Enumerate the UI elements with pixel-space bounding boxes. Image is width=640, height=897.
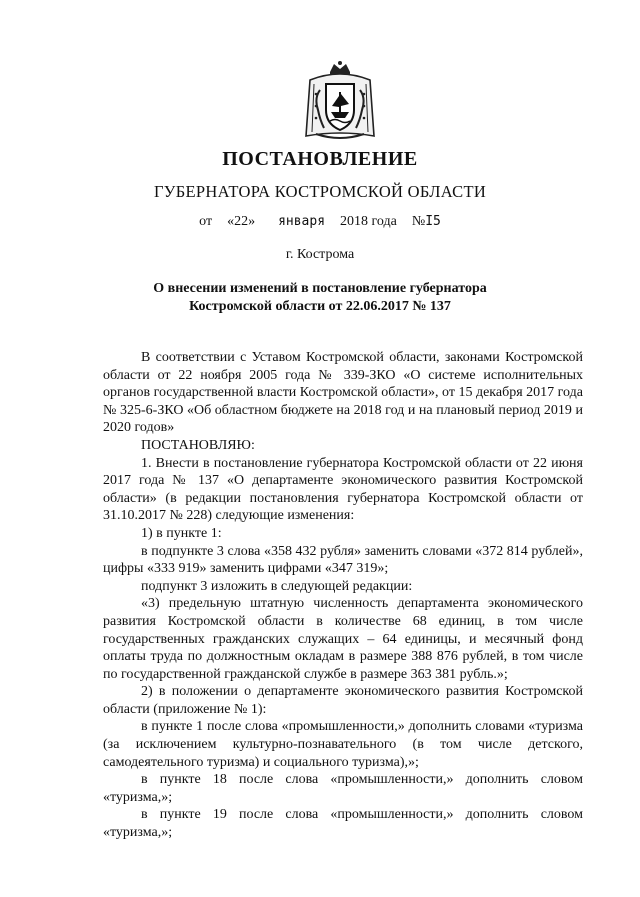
decree-word: ПОСТАНОВЛЯЮ: [141,437,255,453]
body-paragraph: «3) предельную штатную численность департамента экономического развития Костромской области в количестве 68 единиц, в том числе государственных гражданских служащих – 64 единицы, и месячный фонд оплаты труда по должностным окладам в размере 388 876 рублей, в том числе по государственной гражданской службе в размере 363 381 рубль.»; [103,596,583,682]
document-subtitle: ГУБЕРНАТОРА КОСТРОМСКОЙ ОБЛАСТИ [153,182,487,201]
body-paragraph: В соответствии с Уставом Костромской области, законами Костромской области от 22 ноября 2005 года № 339-ЗКО «О системе исполнительных органов государственной власти Костромской области», от 15 декабря 2017 года № 325-6-ЗКО «Об областном бюджете на 2018 год и на плановый период 2019 и 2020 годов» [103,350,583,436]
date-year: 2018 года [340,214,397,229]
date-month: января [278,214,326,229]
document-city: г. Кострома [285,247,355,262]
body-paragraph: 1) в пункте 1: [141,525,222,541]
heading-line: Костромской области от 22.06.2017 № 137 [189,299,451,314]
document-date-line [0,214,640,230]
body-paragraph: подпункт 3 изложить в следующей редакции: [141,578,413,594]
body-paragraph: 2) в положении о департаменте экономического развития Костромской области (приложение № 1): [103,684,583,717]
body-paragraph: в подпункте 3 слова «358 432 рубля» заменить словами «372 814 рублей», цифры «333 919» заменить цифрами «347 319»; [103,543,583,577]
document-number-prefix: № [411,214,426,229]
coat-of-arms-emblem [302,60,378,142]
date-prefix: от [199,214,213,229]
document-number: I5 [425,214,441,229]
heading-line: О внесении изменений в постановление губернатора [153,281,487,296]
body-paragraph: в пункте 1 после слова «промышленности,» дополнить словами «туризма (за исключением культурно-познавательного (в том числе детского, самодеятельного туризма) и социального туризма),»; [103,719,583,770]
body-paragraph: в пункте 19 после слова «промышленности,» дополнить словом «туризма,»; [103,807,583,841]
document-heading [0,280,640,316]
date-day: «22» [227,214,256,229]
document-body [103,349,583,842]
body-paragraph: в пункте 18 после слова «промышленности,» дополнить словом «туризма,»; [103,772,583,805]
document-title: ПОСТАНОВЛЕНИЕ [222,148,418,170]
body-paragraph: 1. Внести в постановление губернатора Костромской области от 22 июня 2017 года № 137 «О департаменте экономического развития Костромской области» (в редакции постановления губернатора Костромской области от 31.10.2017 № 228) следующие изменения: [103,455,583,524]
